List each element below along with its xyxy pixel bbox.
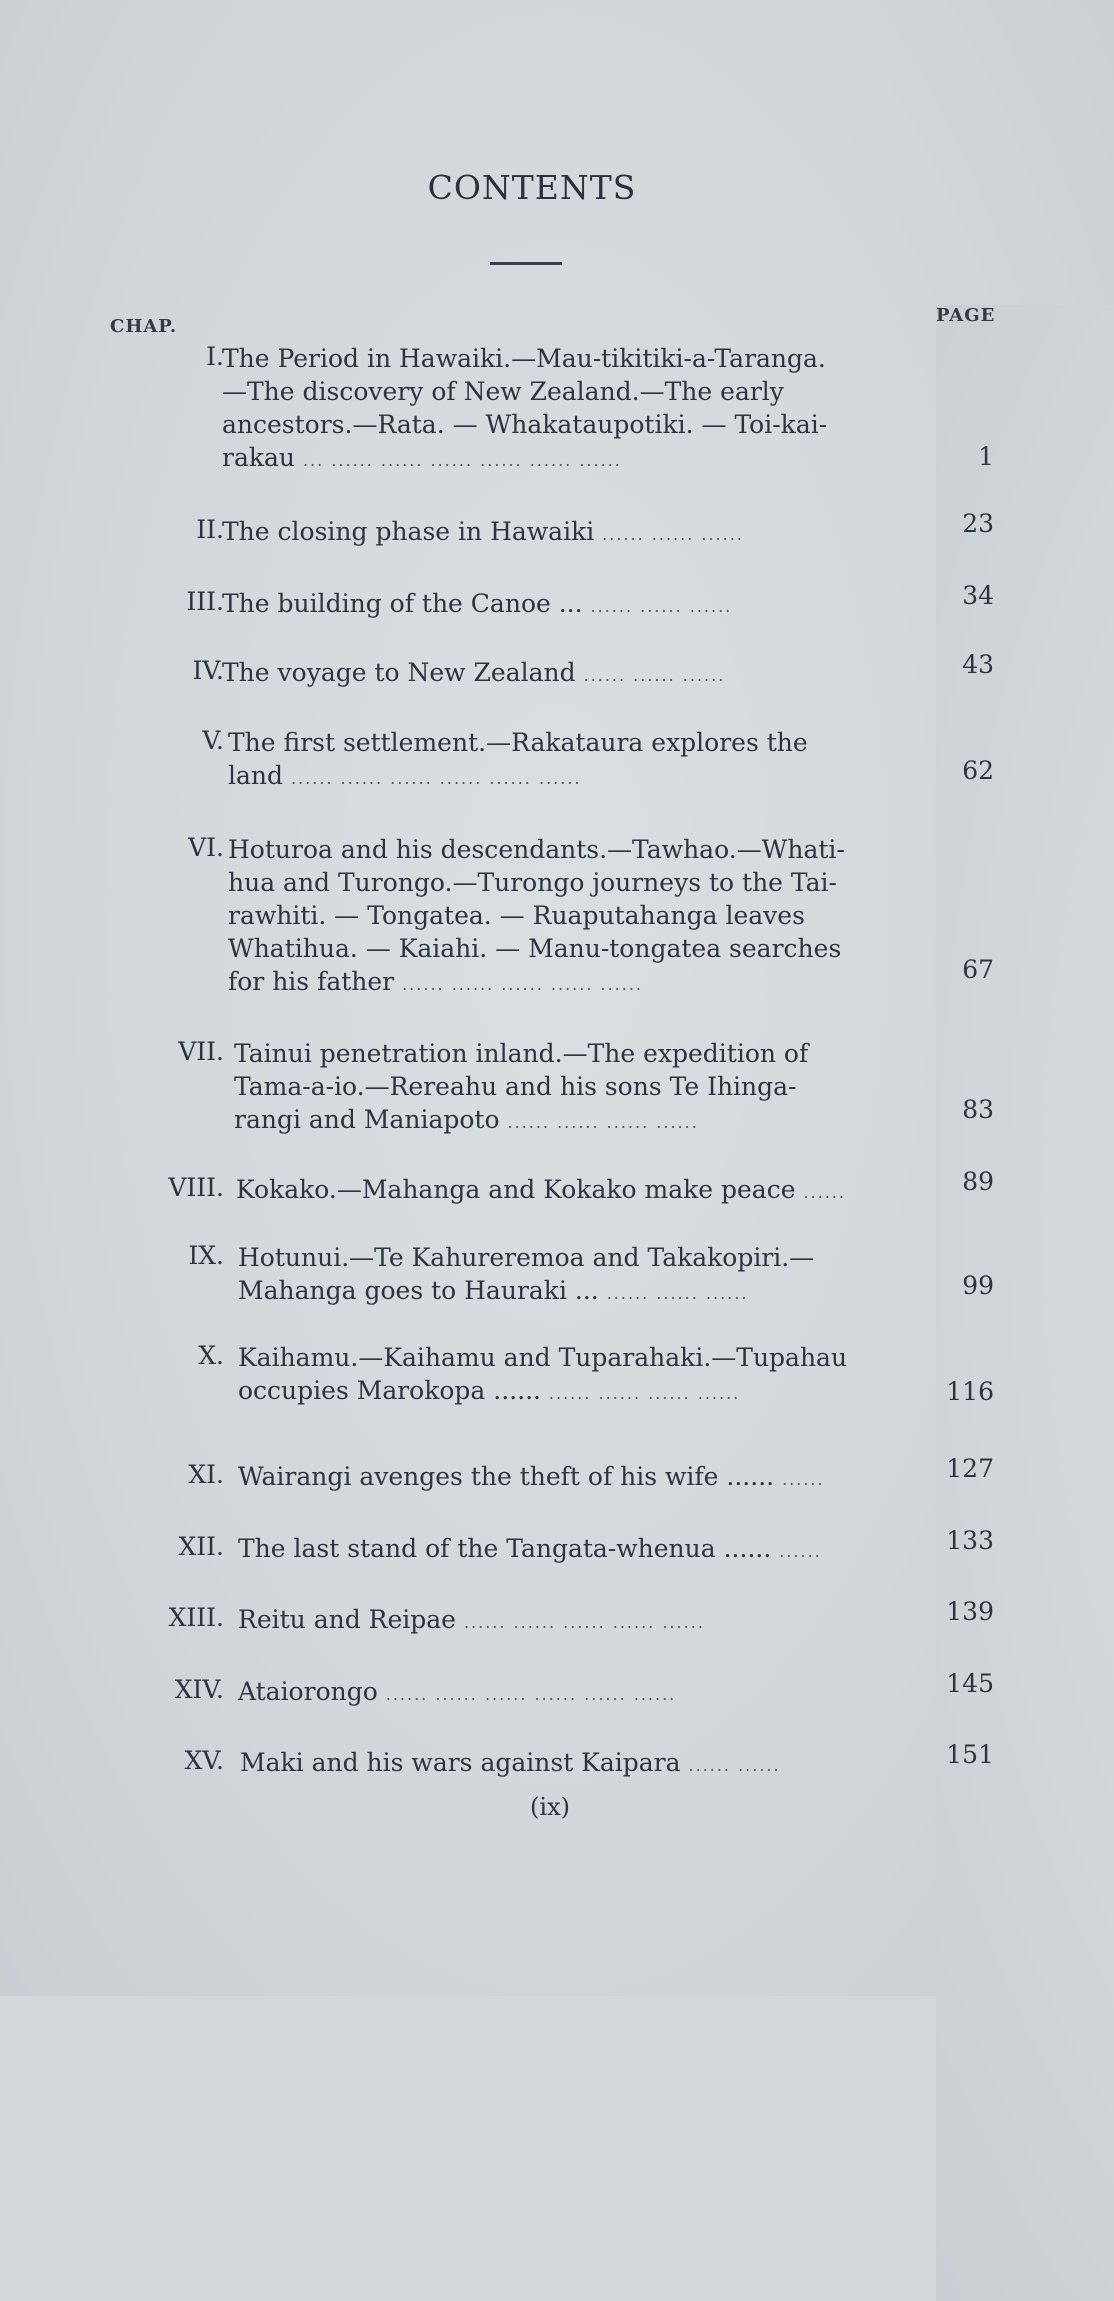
chapter-title: Hoturoa and his descendants.—Tawhao.—Whati- hua and Turongo.—Turongo journeys to the Tai- rawhiti. — Tongatea. — Ruaputahanga leaves Whatihua. — Kaiahi. — Manu-tongatea searches for his father ...... ...... ...... ...... ...... bbox=[228, 835, 845, 996]
chapter-number: XV. bbox=[184, 1746, 224, 1775]
leader-dots: ...... ...... ...... ...... ...... bbox=[402, 975, 644, 994]
page-number: 43 bbox=[962, 650, 994, 679]
chapter-title: Kaihamu.—Kaihamu and Tuparahaki.—Tupahau occupies Marokopa ...... ...... ...... ...... ...... bbox=[238, 1343, 848, 1405]
chapter-title: Kokako.—Mahanga and Kokako make peace ...... bbox=[236, 1175, 846, 1204]
leader-dots: ...... ...... ...... bbox=[602, 525, 744, 544]
chapter-number: XII. bbox=[178, 1532, 224, 1561]
chapter-number: X. bbox=[198, 1341, 224, 1370]
chapter-title: Reitu and Reipae ...... ...... ...... ...... ...... bbox=[238, 1605, 705, 1634]
page-number: 133 bbox=[946, 1526, 994, 1555]
page-number: 99 bbox=[962, 1271, 994, 1300]
chapter-number: VII. bbox=[178, 1037, 224, 1066]
page-number: 1 bbox=[978, 442, 994, 471]
chapter-number: VI. bbox=[188, 833, 224, 862]
chapter-title: The last stand of the Tangata-whenua ...... ...... bbox=[238, 1534, 822, 1563]
chapter-number: III. bbox=[186, 587, 224, 616]
chapter-number: II. bbox=[196, 515, 224, 544]
chapter-number: I. bbox=[206, 342, 224, 371]
title-rule bbox=[490, 262, 562, 265]
page-number: 151 bbox=[946, 1740, 994, 1769]
chapter-title: The Period in Hawaiki.—Mau-tikitiki-a-Taranga. —The discovery of New Zealand.—The early ancestors.—Rata. — Whakataupotiki. — Toi-kai- rakau ... ...... ...... ...... ...... ...... ...... bbox=[222, 344, 828, 472]
leader-dots: ...... ...... ...... ...... ...... ...... bbox=[385, 1685, 677, 1704]
chapter-number: XIII. bbox=[168, 1603, 224, 1632]
leader-dots: ... ...... ...... ...... ...... ...... ...... bbox=[302, 451, 622, 470]
leader-dots: ...... bbox=[782, 1470, 825, 1489]
page-number: 116 bbox=[946, 1377, 994, 1406]
page-number: 62 bbox=[962, 756, 994, 785]
chapter-number: XIV. bbox=[174, 1675, 224, 1704]
chapter-title: The building of the Canoe ... ...... ...... ...... bbox=[222, 589, 733, 618]
leader-dots: ...... ...... ...... bbox=[583, 666, 726, 685]
chap-header: CHAP. bbox=[110, 316, 178, 337]
chapter-title: Maki and his wars against Kaipara ...... ...... bbox=[240, 1748, 781, 1777]
page-number: 139 bbox=[946, 1597, 994, 1626]
page-number: 23 bbox=[962, 509, 994, 538]
leader-dots: ...... ...... ...... bbox=[590, 597, 733, 616]
chapter-title: Hotunui.—Te Kahureremoa and Takakopiri.— Mahanga goes to Hauraki ... ...... ...... ...... bbox=[238, 1243, 815, 1305]
leader-dots: ...... ...... ...... bbox=[606, 1284, 749, 1303]
page-number: 89 bbox=[962, 1167, 994, 1196]
leader-dots: ...... ...... ...... ...... ...... ...... bbox=[290, 769, 582, 788]
leader-dots: ...... ...... ...... ...... ...... bbox=[463, 1613, 705, 1632]
leader-dots: ...... ...... ...... ...... bbox=[548, 1384, 741, 1403]
chapter-number: VIII. bbox=[168, 1173, 224, 1202]
page-number: 34 bbox=[962, 581, 994, 610]
page-title: CONTENTS bbox=[427, 168, 637, 207]
chapter-number: V. bbox=[202, 726, 224, 755]
chapter-number: XI. bbox=[188, 1460, 224, 1489]
chapter-title: Tainui penetration inland.—The expedition of Tama-a-io.—Rereahu and his sons Te Ihinga- rangi and Maniapoto ...... ...... ...... ...... bbox=[234, 1039, 809, 1134]
leader-dots: ...... bbox=[803, 1183, 846, 1202]
leader-dots: ...... ...... ...... ...... bbox=[507, 1113, 699, 1132]
leader-dots: ...... bbox=[779, 1542, 822, 1561]
page-header: PAGE bbox=[936, 305, 1114, 2301]
chapter-number: IV. bbox=[192, 656, 224, 685]
page-number: 127 bbox=[946, 1454, 994, 1483]
chapter-title: Ataiorongo ...... ...... ...... ...... ...... ...... bbox=[238, 1677, 677, 1706]
chapter-title: The voyage to New Zealand ...... ...... ...... bbox=[222, 658, 726, 687]
chapter-title: Wairangi avenges the theft of his wife ...... ...... bbox=[238, 1462, 825, 1491]
folio: (ix) bbox=[530, 1793, 570, 1821]
leader-dots: ...... ...... bbox=[688, 1756, 781, 1775]
chapter-title: The closing phase in Hawaiki ...... ...... ...... bbox=[222, 517, 744, 546]
page-number: 67 bbox=[962, 955, 994, 984]
chapter-title: The first settlement.—Rakataura explores the land ...... ...... ...... ...... ...... ...... bbox=[228, 728, 808, 790]
page-number: 145 bbox=[946, 1669, 994, 1698]
chapter-number: IX. bbox=[188, 1241, 224, 1270]
page-number: 83 bbox=[962, 1095, 994, 1124]
